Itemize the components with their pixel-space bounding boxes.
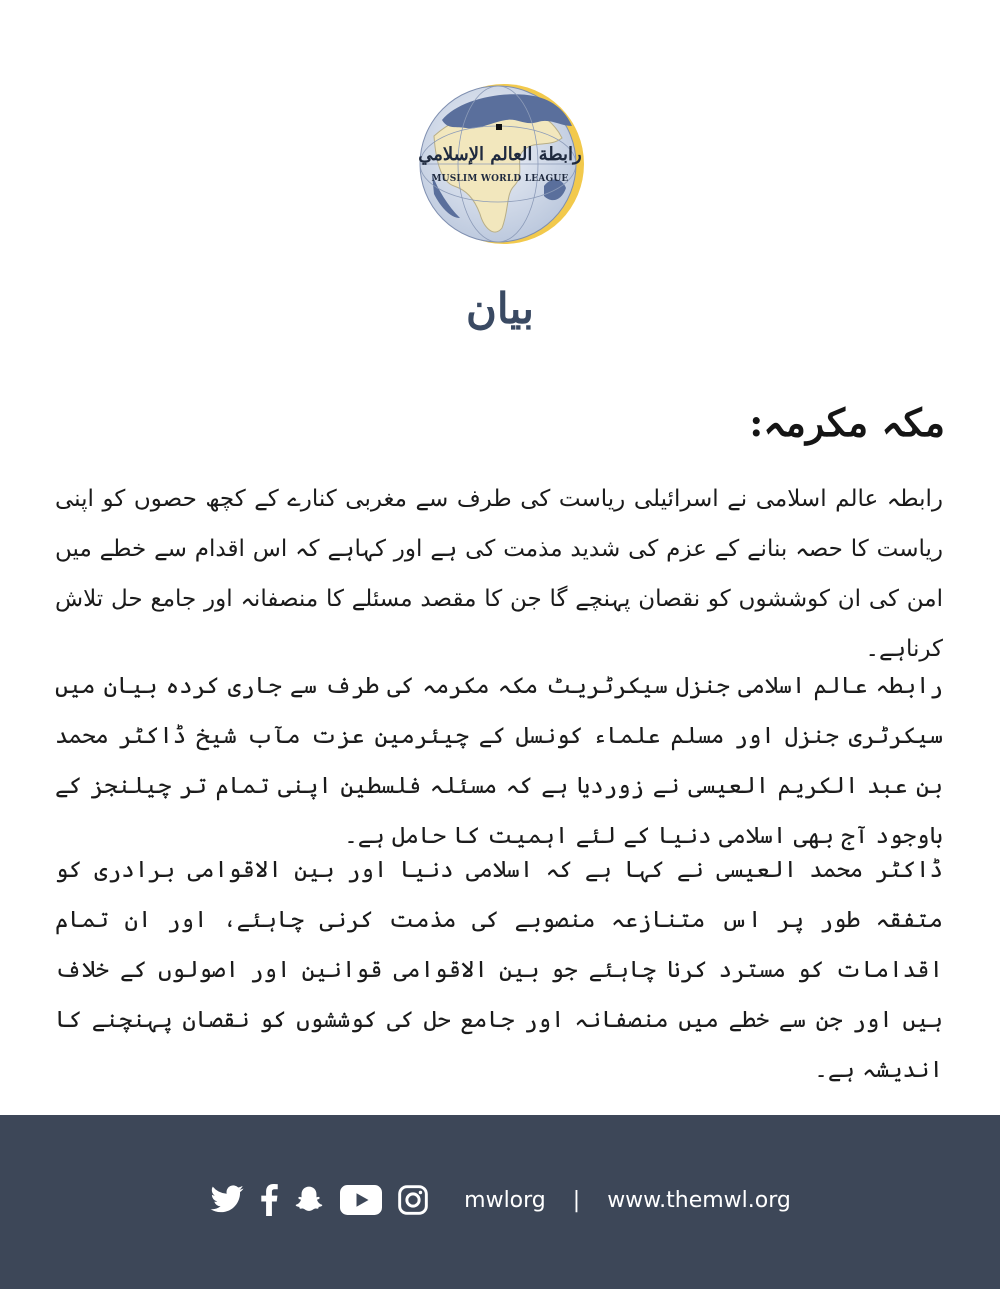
paragraph-1: رابطہ عالم اسلامی نے اسرائیلی ریاست کی طرف سے مغربی کنارے کے کچھ حصوں کو اپنی ریاست کا حصہ بنانے کے عزم کی شدید مذمت کی ہے اور کہاہے کہ اس اقدام سے خطے میں امن کی ان کوششوں کو نقصان پہنچے گا جن کا مقصد مسئلے کا منصفانہ اور جامع حل تلاش کرناہے۔ [55,486,943,662]
logo-english-name: MUSLIM WORLD LEAGUE [431,174,569,184]
paragraph-3: ڈاکٹر محمد العیسی نے کہا ہے کہ اسلامی دنیا اور بین الاقوامی برادری کو متفقہ طور پر اس متنازعہ منصوبے کی مذمت کرنی چاہئے، اور ان تمام اقدامات کو مسترد کرنا چاہئے جو بین الاقوامی قوانین اور اصولوں کے خلاف ہیں اور جن سے خطے میں منصفانہ اور جامع حل کی کوششوں کو نقصان پہنچنے کا اندیشہ ہے۔ [55,857,943,1083]
document-title: بیان [465,284,534,333]
snapchat-icon[interactable] [293,1184,325,1216]
muslim-world-league-logo [414,78,586,250]
facebook-icon[interactable] [260,1184,278,1216]
website-link[interactable]: www.themwl.org [607,1187,791,1213]
footer-links [0,1177,1000,1223]
twitter-icon[interactable] [209,1185,245,1215]
dateline: مکہ مکرمہ: [749,400,945,445]
logo-arabic-name: رابطة العالم الإسلامي [418,144,582,165]
youtube-icon[interactable] [340,1185,382,1215]
paragraph-2: رابطہ عالم اسلامی جنزل سیکرٹریٹ مکہ مکرمہ کی طرف سے جاری کردہ بیان میں سیکرٹری جنزل اور مسلم علماء کونسل کے چیئرمین عزت مآب شیخ ڈاکٹر محمد بن عبد الکریم العیسی نے زوردیا ہے کہ مسئلہ فلسطین اپنی تمام تر چیلنجز کے باوجود آج بھی اسلامی دنیا کے لئے اہمیت کا حامل ہے۔ [55,673,943,849]
social-handle[interactable]: mwlorg [464,1187,546,1213]
footer-separator: | [572,1187,581,1213]
footer [0,1115,1000,1289]
instagram-icon[interactable] [397,1184,429,1216]
